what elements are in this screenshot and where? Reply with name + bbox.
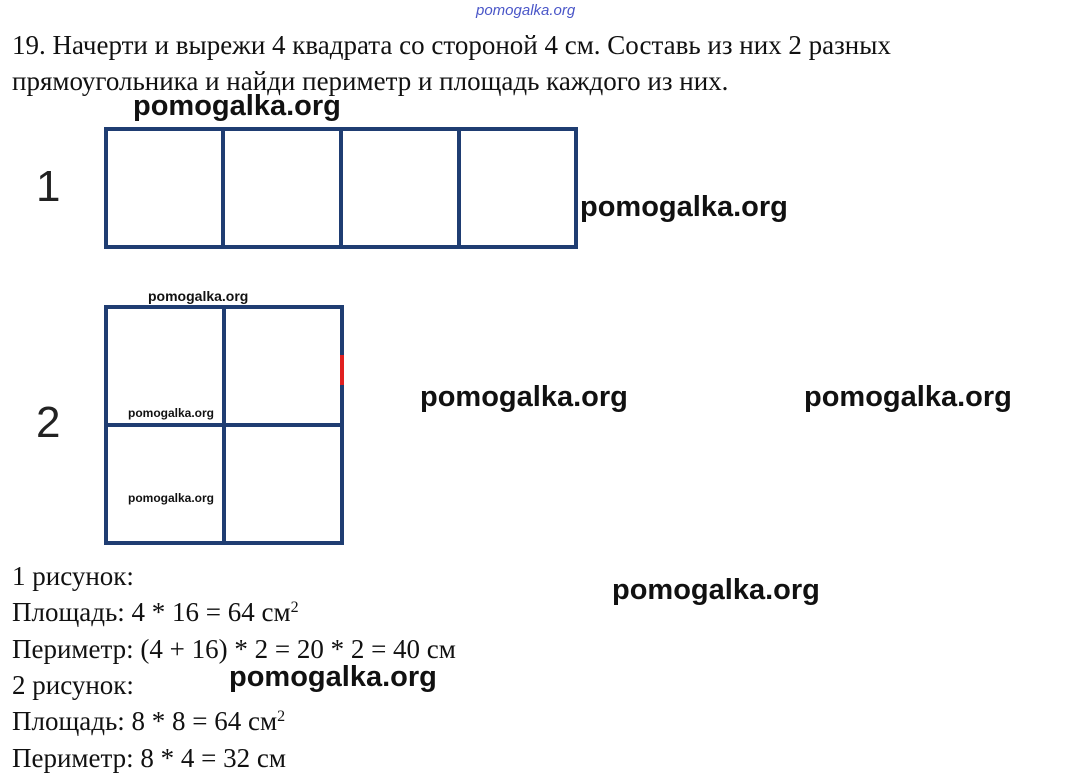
watermark-7: pomogalka.org	[128, 491, 215, 505]
figure-2-square	[106, 307, 342, 543]
red-mark	[340, 355, 344, 385]
watermark-9: pomogalka.org	[229, 661, 437, 693]
fig1-area	[12, 594, 299, 630]
fig1-heading: 1 рисунок:	[12, 561, 134, 591]
fig1-area-text: Площадь: 4 * 16 = 64 см	[12, 597, 291, 627]
fig2-heading: 2 рисунок:	[12, 670, 134, 700]
fig1-area-exponent: 2	[290, 599, 299, 616]
fig1-perimeter: Периметр: (4 + 16) * 2 = 20 * 2 = 40 см	[12, 634, 456, 664]
figure-1-label: 1	[36, 162, 61, 211]
figure-2-label: 2	[36, 398, 61, 447]
watermark-top: pomogalka.org	[476, 2, 576, 19]
watermark-1: pomogalka.org	[133, 90, 341, 122]
watermark-6: pomogalka.org	[128, 406, 215, 420]
watermark-3: pomogalka.org	[148, 288, 249, 304]
watermark-2: pomogalka.org	[580, 191, 788, 223]
fig2-area-text: Площадь: 8 * 8 = 64 см	[12, 706, 278, 736]
watermark-5: pomogalka.org	[804, 381, 1012, 413]
task-line-2: прямоугольника и найди периметр и площадь каждого из них.	[12, 66, 729, 96]
task-line-1: 19. Начерти и вырежи 4 квадрата со стороной 4 см. Составь из них 2 разных	[12, 30, 891, 60]
watermark-4: pomogalka.org	[420, 381, 628, 413]
fig2-area-exponent: 2	[277, 708, 286, 725]
watermark-8: pomogalka.org	[612, 574, 820, 606]
fig2-area	[12, 703, 285, 739]
figure-1-rectangle	[106, 129, 576, 247]
fig2-perimeter: Периметр: 8 * 4 = 32 см	[12, 743, 286, 773]
